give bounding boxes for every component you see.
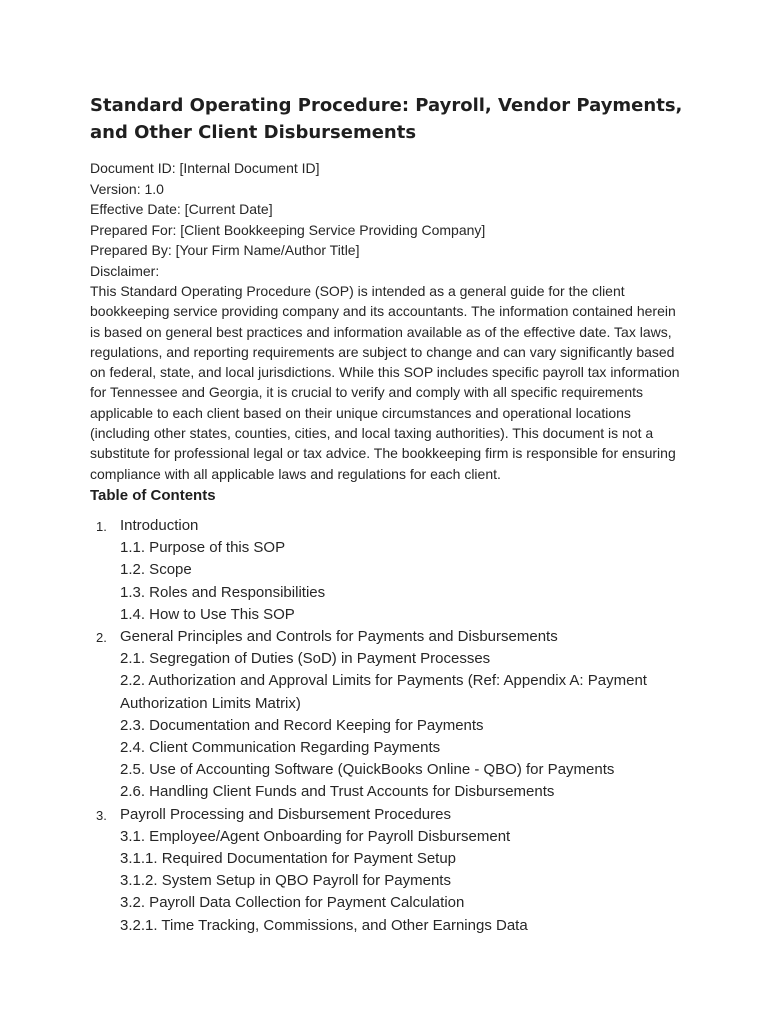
table-of-contents <box>90 515 708 937</box>
toc-section <box>90 515 708 626</box>
toc-section <box>90 804 708 937</box>
toc-section-title: General Principles and Controls for Payments and Disbursements <box>120 627 558 645</box>
toc-item: 1.2. Scope <box>120 561 192 579</box>
toc-section <box>90 626 708 804</box>
toc-item: 2.4. Client Communication Regarding Payments <box>120 739 441 756</box>
toc-item: 2.1. Segregation of Duties (SoD) in Payment Processes <box>120 650 491 668</box>
toc-section-title: Introduction <box>120 516 199 534</box>
meta-prepared-by: Prepared By: [Your Firm Name/Author Title] <box>90 242 360 258</box>
toc-item: 3.2. Payroll Data Collection for Payment Calculation <box>120 894 465 912</box>
meta-effective-date: Effective Date: [Current Date] <box>90 201 273 217</box>
document-meta <box>90 158 708 261</box>
toc-section-number: 3. <box>96 807 107 823</box>
toc-item: 2.3. Documentation and Record Keeping for Payments <box>120 716 484 734</box>
toc-item: 3.1.2. System Setup in QBO Payroll for Payments <box>120 872 451 890</box>
toc-item: 3.1. Employee/Agent Onboarding for Payroll Disbursement <box>120 827 511 845</box>
toc-item: 2.5. Use of Accounting Software (QuickBooks Online - QBO) for Payments <box>120 761 615 779</box>
toc-section-number: 2. <box>96 629 107 645</box>
toc-item: 2.2. Authorization and Approval Limits for Payments (Ref: Appendix A: Payment Authorization Limits Matrix) <box>120 672 647 712</box>
toc-item: 1.4. How to Use This SOP <box>120 605 295 623</box>
meta-version: Version: 1.0 <box>90 180 164 197</box>
toc-item: 3.1.1. Required Documentation for Payment Setup <box>120 850 457 868</box>
toc-section-title: Payroll Processing and Disbursement Procedures <box>120 805 451 823</box>
toc-section-number: 1. <box>96 518 107 534</box>
document-title: Standard Operating Procedure: Payroll, Vendor Payments, and Other Client Disbursements <box>90 95 683 143</box>
toc-item: 1.1. Purpose of this SOP <box>120 539 286 557</box>
toc-item: 1.3. Roles and Responsibilities <box>120 583 326 601</box>
toc-item: 3.2.1. Time Tracking, Commissions, and Other Earnings Data <box>120 916 528 934</box>
meta-prepared-for: Prepared For: [Client Bookkeeping Service Providing Company] <box>90 221 486 238</box>
meta-document-id: Document ID: [Internal Document ID] <box>90 160 320 176</box>
disclaimer-text: This Standard Operating Procedure (SOP) is intended as a general guide for the client bookkeeping service providing company and its accountants. The information contained herein is based on general best practices and information available as of the effective date. Tax laws, regulations, and reporting requirements are subject to change and can vary significantly based on federal, state, and local jurisdictions. While this SOP includes specific payroll tax information for Tennessee and Georgia, it is crucial to verify and comply with all specific requirements applicable to each client based on their unique circumstances and operational locations (including other states, counties, cities, and local taxing authorities). This document is not a substitute for professional legal or tax advice. The bookkeeping firm is responsible for ensuring compliance with all applicable laws and regulations for each client. <box>90 283 680 482</box>
disclaimer-label: Disclaimer: <box>90 262 160 279</box>
toc-heading: Table of Contents <box>90 486 216 504</box>
toc-item: 2.6. Handling Client Funds and Trust Accounts for Disbursements <box>120 783 555 801</box>
